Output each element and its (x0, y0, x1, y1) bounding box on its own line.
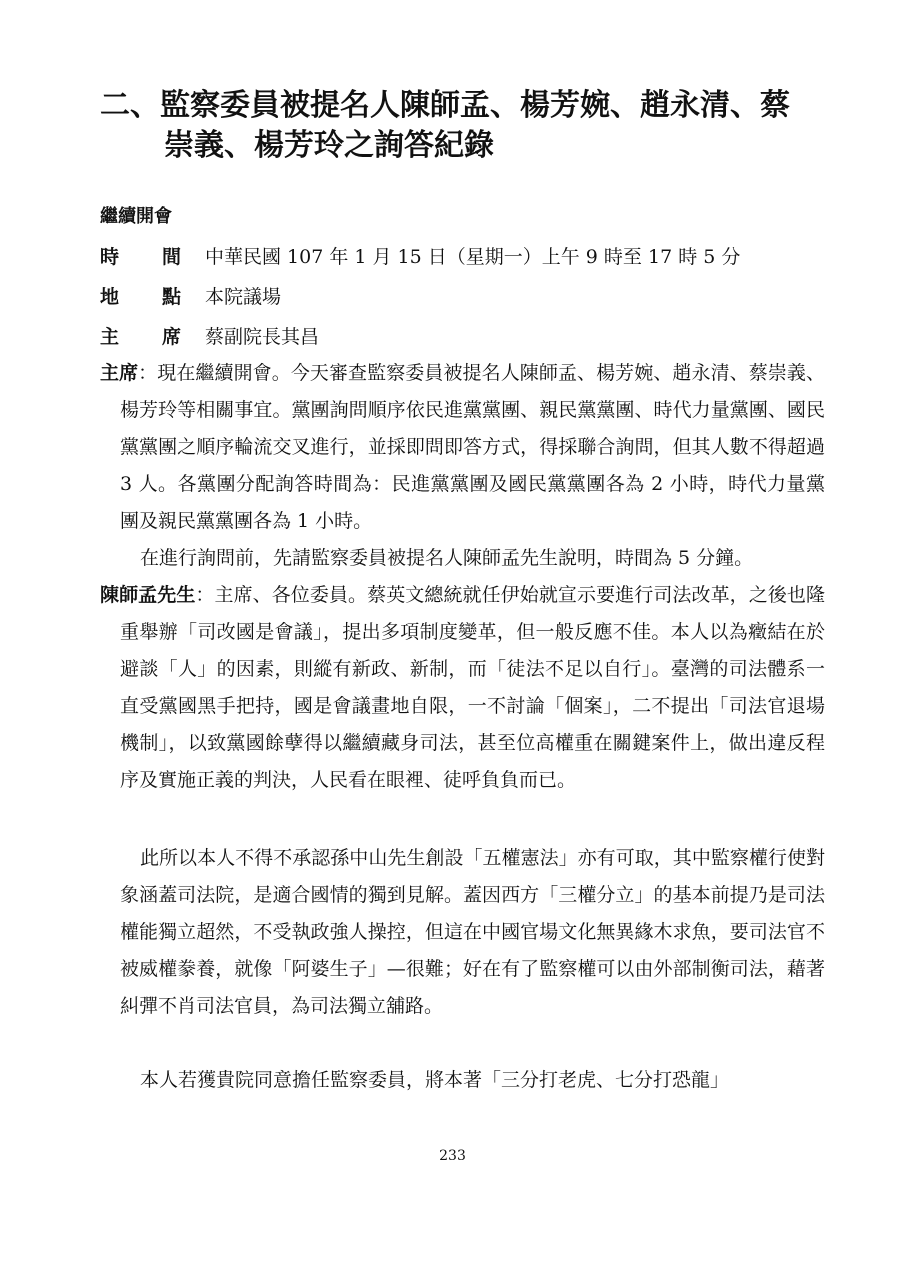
meta-place-value: 本院議場 (205, 286, 282, 308)
section-heading: 繼續開會 (100, 206, 172, 227)
meta-chair (100, 323, 320, 351)
paragraph-text: 在進行詢問前，先請監察委員被提名人陳師孟先生說明，時間為 5 分鐘。 (140, 547, 754, 569)
meta-place-key: 地 點 (100, 286, 182, 308)
paragraph-chair (100, 355, 825, 540)
paragraph-chen (100, 577, 825, 799)
speaker-label: 主席 (100, 362, 139, 384)
title-line-1: 二、監察委員被提名人陳師孟、楊芳婉、趙永清、蔡 (100, 88, 790, 123)
page-title (100, 86, 820, 166)
paragraph-intro (100, 540, 825, 577)
paragraph-text: 此所以本人不得不承認孫中山先生創設「五權憲法」亦有可取，其中監察權行使對象涵蓋司法院，是適合國情的獨到見解。蓋因西方「三權分立」的基本前提乃是司法權能獨立超然，不受執政強人操控，但這在中國官場文化無異緣木求魚，要司法官不被威權豢養，就像「阿婆生子」—很難；好在有了監察權可以由外部制衡司法，藉著糾彈不肖司法官員，為司法獨立舖路。 (120, 847, 825, 1017)
meta-time-value: 中華民國 107 年 1 月 15 日（星期一）上午 9 時至 17 時 5 分 (205, 246, 741, 268)
paragraph-text: ：現在繼續開會。今天審查監察委員被提名人陳師孟、楊芳婉、趙永清、蔡崇義、楊芳玲等相關事宜。黨團詢問順序依民進黨黨團、親民黨黨團、時代力量黨團、國民黨黨團之順序輪流交叉進行，並採即問即答方式，得採聯合詢問，但其人數不得超過 3 人。各黨團分配詢答時間為：民進黨黨團及國民黨黨團各為 2 小時，時代力量黨團及親民黨黨團各為 1 小時。 (120, 362, 825, 532)
title-line-2: 崇義、楊芳玲之詢答紀錄 (164, 128, 494, 163)
meta-chair-key: 主 席 (100, 326, 182, 348)
meta-chair-value: 蔡副院長其昌 (205, 326, 320, 348)
meta-place (100, 283, 282, 311)
paragraph-text: ：主席、各位委員。蔡英文總統就任伊始就宣示要進行司法改革，之後也隆重舉辦「司改國是會議」，提出多項制度變革，但一般反應不佳。本人以為癥結在於避談「人」的因素，則縱有新政、新制，而「徒法不足以自行」。臺灣的司法體系一直受黨國黑手把持，國是會議畫地自限，一不討論「個案」，二不提出「司法官退場機制」，以致黨國餘孽得以繼續藏身司法，甚至位高權重在關鍵案件上，做出違反程序及實施正義的判決，人民看在眼裡、徒呼負負而已。 (120, 584, 825, 791)
meta-time-key: 時 間 (100, 246, 182, 268)
page-number: 233 (439, 1148, 466, 1164)
meta-time (100, 243, 741, 271)
paragraph-five-powers (100, 840, 825, 1025)
speaker-label: 陳師孟先生 (100, 584, 196, 606)
paragraph-pledge (100, 1062, 825, 1099)
paragraph-text: 本人若獲貴院同意擔任監察委員，將本著「三分打老虎、七分打恐龍」 (140, 1069, 730, 1091)
